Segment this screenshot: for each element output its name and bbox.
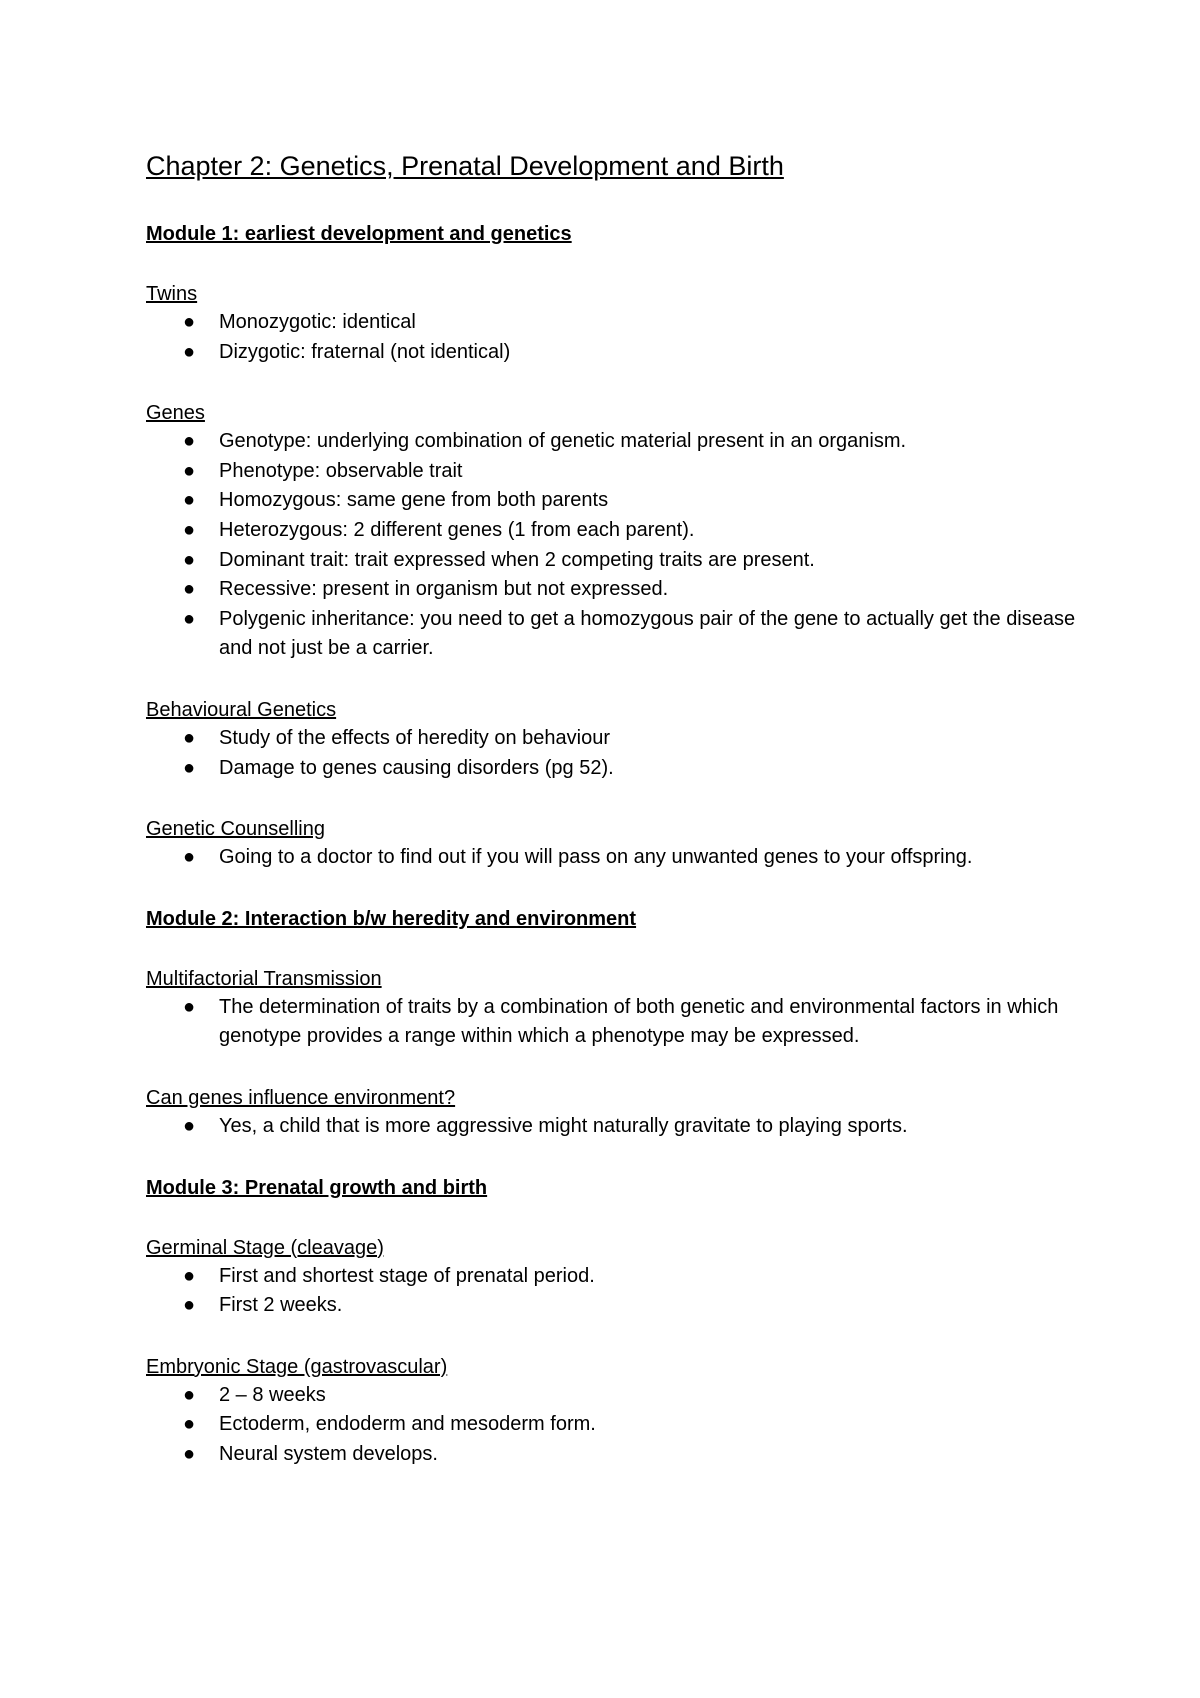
section-genes-influence-environment: [146, 1084, 1086, 1142]
bullet-icon: ●: [183, 1383, 196, 1406]
list-item: [146, 338, 1086, 368]
list-item-text: Neural system develops.: [219, 1442, 438, 1465]
list-item: [146, 457, 1086, 487]
list-item: [146, 1410, 1086, 1440]
list-item: [146, 1112, 1086, 1142]
list-item-text: Heterozygous: 2 different genes (1 from each parent).: [219, 518, 695, 541]
bullet-list: [146, 1262, 1086, 1321]
section-heading-twins: Twins: [146, 283, 198, 305]
list-item-text: Yes, a child that is more aggressive might naturally gravitate to playing sports.: [219, 1114, 908, 1137]
list-item-text: 2 – 8 weeks: [219, 1383, 326, 1406]
bullet-icon: ●: [183, 430, 196, 453]
bullet-icon: ●: [183, 1114, 196, 1137]
list-item-text: Dizygotic: fraternal (not identical): [219, 340, 511, 363]
list-item-text: First 2 weeks.: [219, 1294, 343, 1317]
bullet-list: [146, 308, 1086, 367]
bullet-icon: ●: [183, 340, 196, 363]
bullet-list: [146, 993, 1086, 1052]
list-item: [146, 486, 1086, 516]
bullet-icon: ●: [183, 311, 196, 333]
list-item-text: Phenotype: observable trait: [219, 459, 463, 482]
section-germinal-stage: [146, 1234, 1086, 1321]
list-item-text: Ectoderm, endoderm and mesoderm form.: [219, 1413, 596, 1436]
section-heading-genes-influence-environment: Can genes influence environment?: [146, 1086, 456, 1109]
section-heading-behavioural-genetics: Behavioural Genetics: [146, 698, 337, 721]
section-heading-genes: Genes: [146, 402, 205, 425]
section-heading-germinal-stage: Germinal Stage (cleavage): [146, 1236, 384, 1259]
list-item-text: First and shortest stage of prenatal period.: [219, 1264, 595, 1287]
section-twins: [146, 280, 1086, 367]
bullet-icon: ●: [183, 489, 196, 512]
list-item: [146, 546, 1086, 576]
bullet-list: [146, 843, 1086, 873]
bullet-icon: ●: [183, 1264, 196, 1287]
bullet-icon: ●: [183, 518, 196, 541]
bullet-icon: ●: [183, 548, 196, 571]
list-item: [146, 516, 1086, 546]
section-heading-multifactorial-transmission: Multifactorial Transmission: [146, 967, 382, 990]
module-2-heading: Module 2: Interaction b/w heredity and environment: [146, 907, 637, 930]
module-1-heading: Module 1: earliest development and genetics: [146, 223, 572, 245]
bullet-list: [146, 724, 1086, 783]
list-item-text: Dominant trait: trait expressed when 2 competing traits are present.: [219, 548, 815, 571]
list-item: [146, 843, 1086, 873]
list-item: [146, 754, 1086, 784]
bullet-list: [146, 1381, 1086, 1470]
bullet-list: [146, 1112, 1086, 1142]
bullet-icon: ●: [183, 726, 196, 749]
section-behavioural-genetics: [146, 696, 1086, 783]
list-item-text: Going to a doctor to find out if you will pass on any unwanted genes to your offspring.: [219, 846, 973, 869]
list-item-text: Study of the effects of heredity on behaviour: [219, 726, 610, 749]
list-item-text: Recessive: present in organism but not expressed.: [219, 578, 669, 601]
bullet-icon: ●: [183, 1442, 196, 1465]
bullet-icon: ●: [183, 1294, 196, 1317]
list-item: [146, 1381, 1086, 1411]
section-heading-embryonic-stage: Embryonic Stage (gastrovascular): [146, 1355, 448, 1378]
list-item-text: Monozygotic: identical: [219, 311, 416, 333]
bullet-icon: ●: [183, 995, 196, 1018]
document-page: [146, 148, 1086, 1501]
list-item: [146, 575, 1086, 605]
list-item-text: Homozygous: same gene from both parents: [219, 489, 609, 512]
list-item-text: Genotype: underlying combination of genetic material present in an organism.: [219, 430, 907, 453]
bullet-list: [146, 427, 1086, 664]
bullet-icon: ●: [183, 846, 196, 869]
section-genes: [146, 399, 1086, 664]
bullet-icon: ●: [183, 756, 196, 779]
section-heading-genetic-counselling: Genetic Counselling: [146, 818, 325, 841]
list-item-text: Damage to genes causing disorders (pg 52).: [219, 756, 614, 779]
list-item: [146, 1262, 1086, 1292]
list-item: [146, 1291, 1086, 1321]
bullet-icon: ●: [183, 578, 196, 601]
bullet-icon: ●: [183, 1413, 196, 1436]
list-item-text: The determination of traits by a combination of both genetic and environmental factors in which genotype provides a range within which a phenotype may be expressed.: [219, 995, 1059, 1048]
list-item: [146, 993, 1086, 1052]
section-embryonic-stage: [146, 1353, 1086, 1470]
section-genetic-counselling: [146, 815, 1086, 873]
module-3-heading: Module 3: Prenatal growth and birth: [146, 1176, 488, 1199]
list-item-text: Polygenic inheritance: you need to get a homozygous pair of the gene to actually get the disease and not just be a carrier.: [219, 607, 1076, 660]
bullet-icon: ●: [183, 459, 196, 482]
list-item: [146, 1440, 1086, 1470]
list-item: [146, 605, 1086, 664]
list-item: [146, 427, 1086, 457]
bullet-icon: ●: [183, 607, 196, 630]
section-multifactorial-transmission: [146, 965, 1086, 1052]
list-item: [146, 308, 1086, 338]
list-item: [146, 724, 1086, 754]
page-title: Chapter 2: Genetics, Prenatal Development and Birth: [146, 151, 784, 181]
